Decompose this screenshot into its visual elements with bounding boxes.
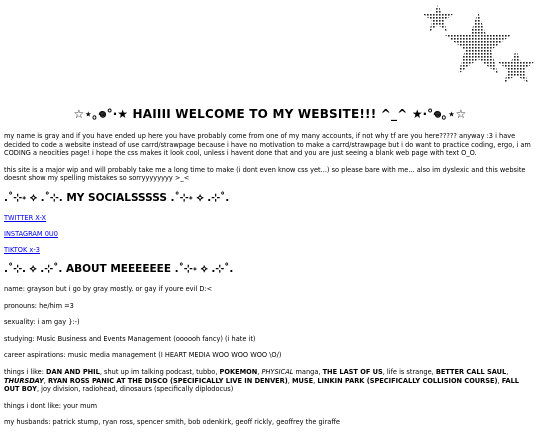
likes-item: POKEMON [219,367,258,376]
page-content [4,105,536,435]
about-pronouns: pronouns: he/him =3 [4,301,74,310]
likes-item: THURSDAY [4,376,44,385]
tiktok-link[interactable]: TIKTOK x-3 [4,245,40,254]
page-title: ☆⋆｡𖦹°‧★ HAIIII WELCOME TO MY WEBSITE!!! ^_^ ★‧°𖦹｡⋆☆ [73,107,467,121]
instagram-link[interactable]: INSTAGRAM 0U0 [4,229,58,238]
about-studying: studying: Music Business and Events Management (oooooh fancy) (i hate it) [4,334,256,343]
likes-item: manga, [293,367,323,376]
likes-item: FALL OUT BOY [4,376,519,394]
likes-item: , life is strange, [382,367,436,376]
about-likes [4,368,536,394]
likes-item: DAN AND PHIL [46,367,100,376]
likes-item: , [313,376,318,385]
likes-item: , [497,376,502,385]
likes-item: , joy division, radiohead, dinosaurs (specifically diplodocus) [36,385,234,394]
likes-item: , [287,376,292,385]
likes-item: LINKIN PARK (SPECIFICALLY COLLISION COURSE) [317,376,498,385]
likes-item: , [506,367,509,376]
star-shape-large [445,12,511,74]
socials-heading: .˚⊹˖ ⟡ .˚⊹. MY SOCIALSSSSS .˚⊹˖ ⟡ .⊹˚. [4,191,230,204]
star-shape-bottom-right [498,50,534,83]
twitter-link[interactable]: TWITTER X-X [4,213,47,222]
likes-item: MUSE [291,376,314,385]
intro-paragraph: my name is gray and if you have ended up here you have probably come from one of my many accounts, if not why tf are you here????? anyway :3 i have decided to code a website instead of use carrd/strawpage because i have no motivation to make a carrd/strawpage but i do want to practice coding, ergo, i am CODING a neocities page! i hope the css makes it look cool, unless i havent done that and you are just seeing a blank web page with text O_O. [4,132,531,158]
likes-label: things i like: [4,367,47,376]
about-husbands: my husbands: patrick stump, ryan ross, spencer smith, bob odenkirk, geoff rickly, geoffrey the giraffe [4,418,340,427]
likes-list [4,368,519,393]
likes-item: PHYSICAL [261,367,294,376]
about-heading: .˚⊹. ⟡ .⊹˚. ABOUT MEEEEEEE .˚⊹˖ ⟡ .⊹˚. [4,262,234,275]
likes-item: BETTER CALL SAUL [435,367,507,376]
about-career: career aspirations: music media management (I HEART MEDIA WOO WOO WOO \O/) [4,351,282,360]
about-name: name: grayson but i go by gray mostly. or gay if youre evil D:< [4,284,213,293]
about-sexuality: sexuality: i am gay }:-) [4,318,80,327]
likes-item: , [257,367,262,376]
about-dislikes: things i dont like: your mum [4,401,98,410]
sparkle-stars-icon [418,2,536,97]
likes-item: , shut up im talking podcast, tubbo, [99,367,220,376]
wip-paragraph: this site is a major wip and will probably take me a long time to make (i dont even know css yet...) so please bare with me... also im dyslexic and this website doesnt show my spelling mistakes so sorryyyyyyyy >_< [4,165,526,183]
likes-item: THE LAST OF US [322,367,383,376]
likes-item: RYAN ROSS PANIC AT THE DISCO (SPECIFICALLY LIVE IN DENVER) [48,376,288,385]
likes-item: , [43,376,48,385]
star-shape-top-left [423,4,453,32]
